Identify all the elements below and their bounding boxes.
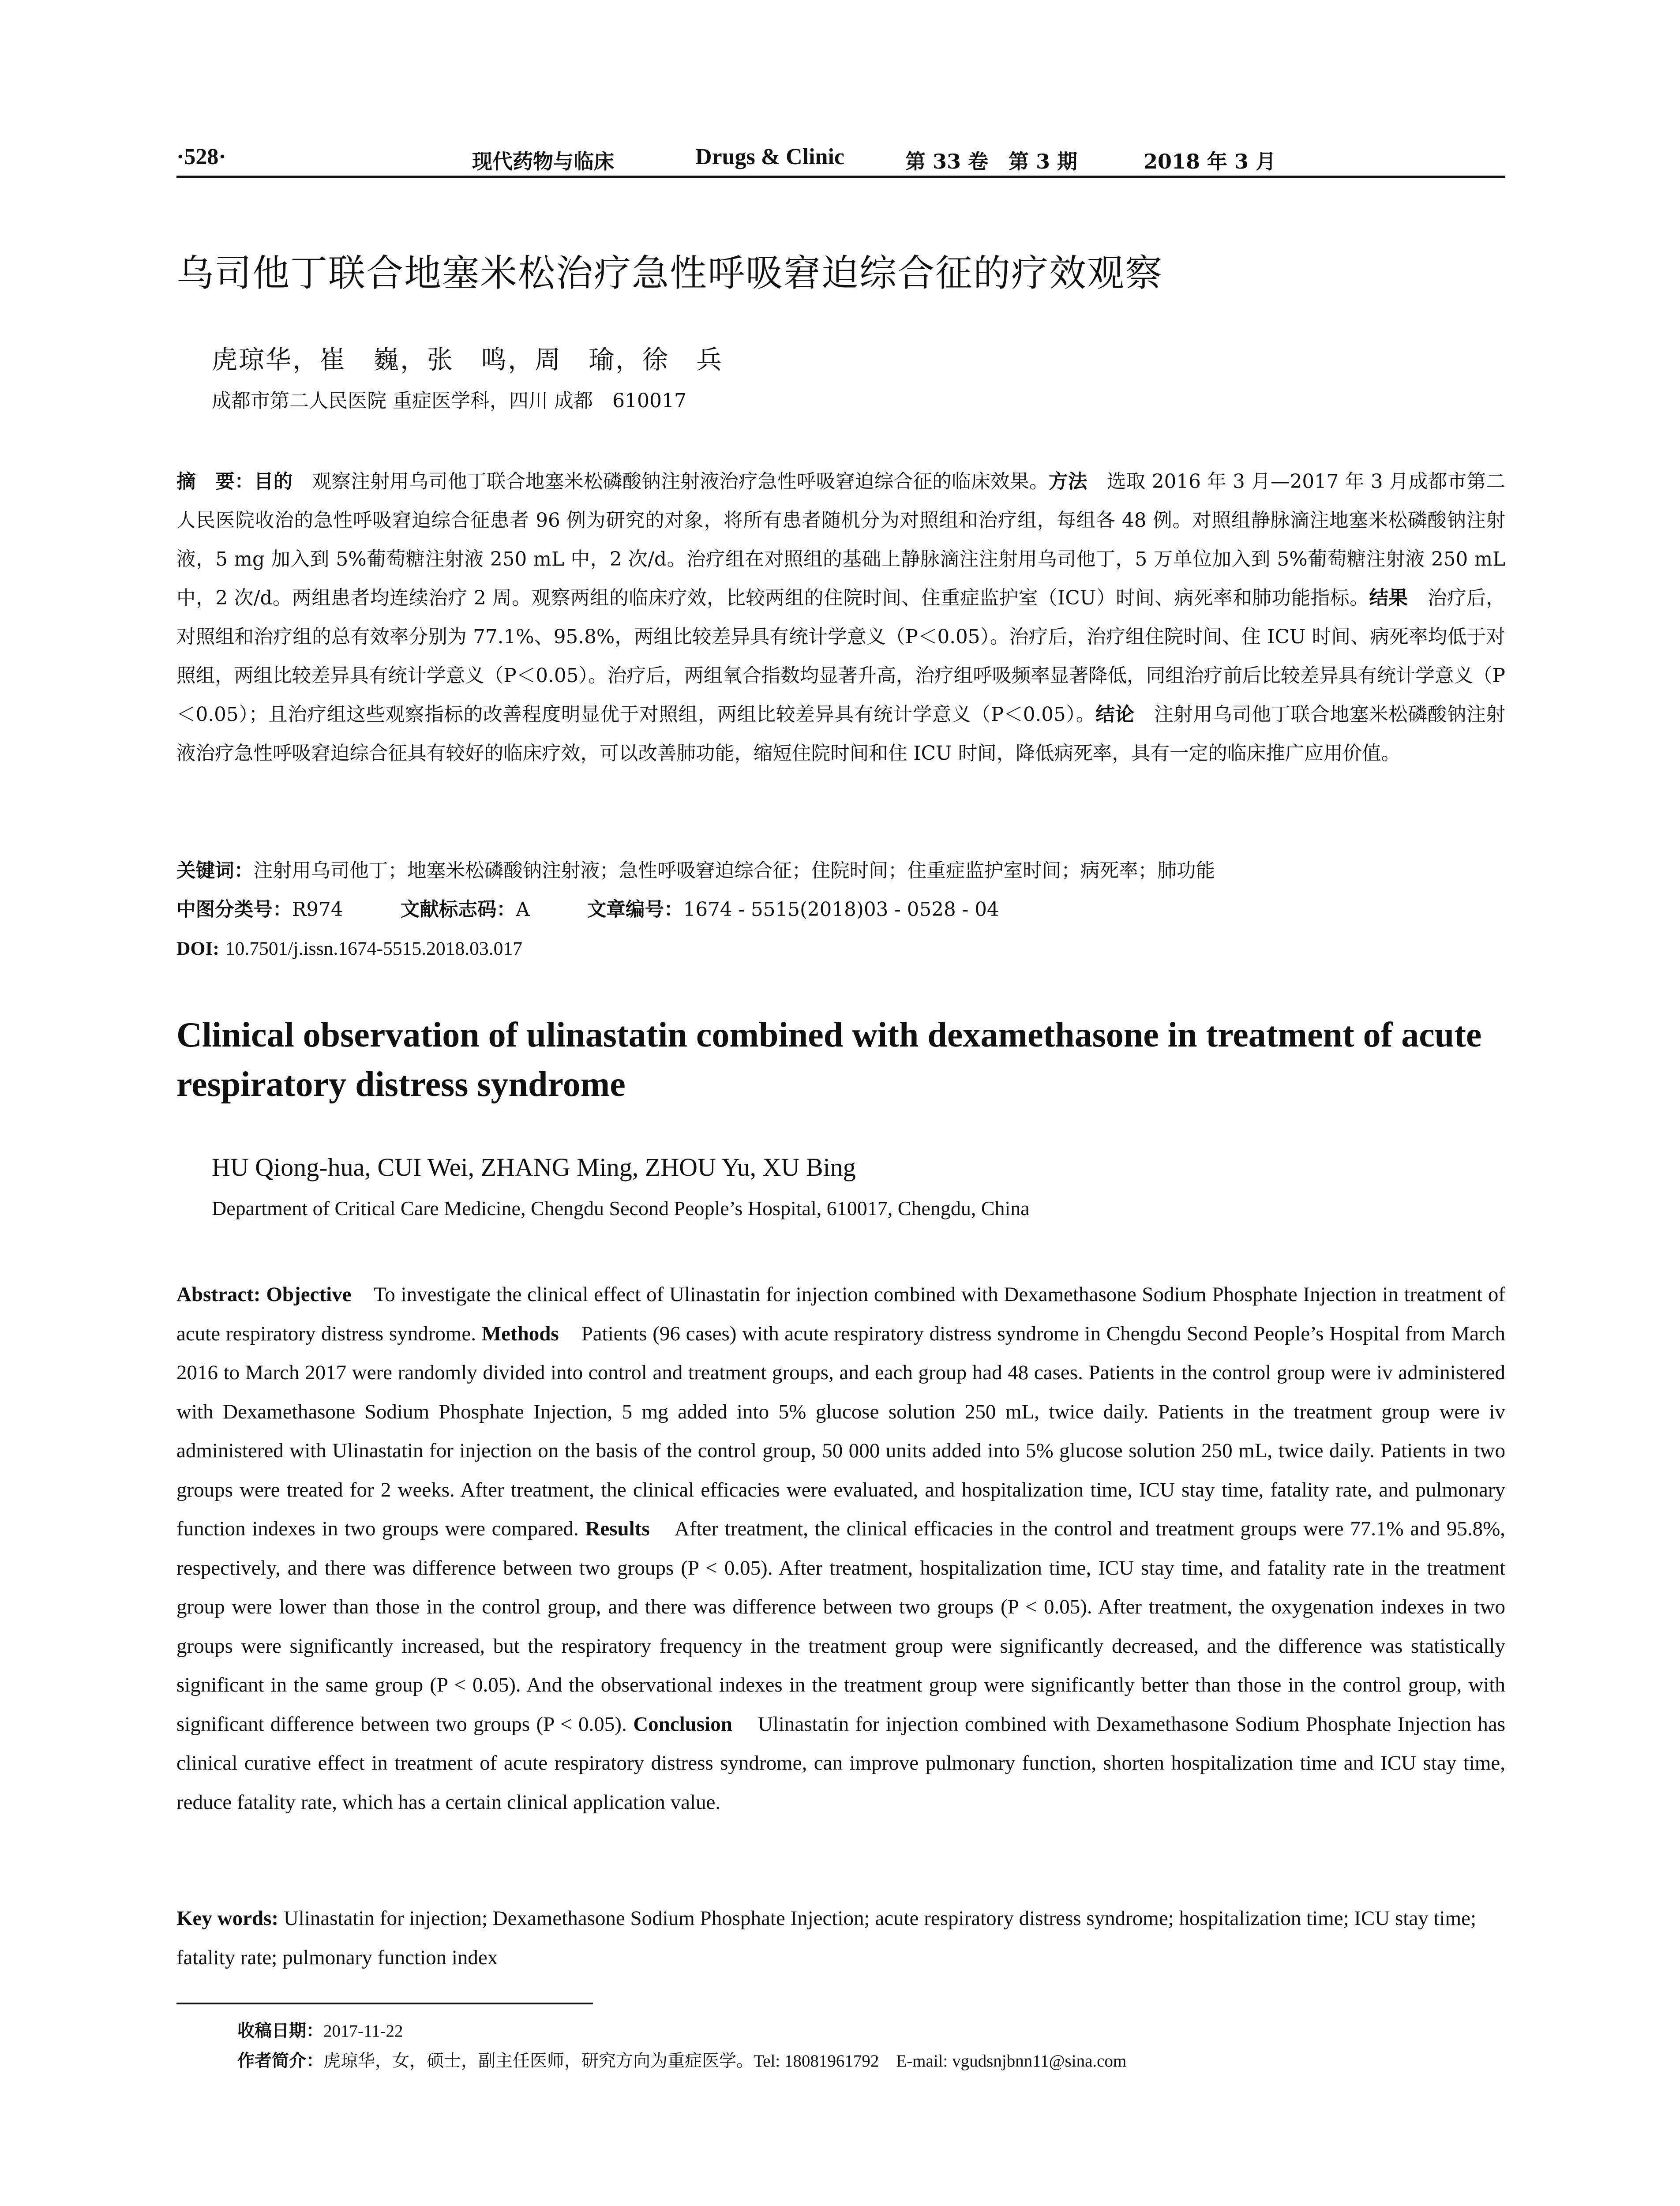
article-meta-cn — [176, 852, 1505, 968]
objective-text-en: To investigate the clinical effect of Ulinastatin for injection combined with Dexamethasone Sodium Phosphate Injection in treatment of acute respiratory distress syndrome. — [176, 1283, 1505, 1345]
author-bio-line — [237, 2046, 1126, 2076]
results-label-en: Results — [585, 1517, 650, 1540]
results-text-en: After treatment, the clinical efficacies in the control and treatment groups were 77.1% and 95.8%, respectively, and there was difference between two groups (P < 0.05). After treatment, hospitalization time, ICU stay time, and fatality rate in the treatment group were lower than those in the control group, and there was difference between two groups (P < 0.05). After treatment, the oxygenation indexes in two groups were significantly increased, but the respiratory frequency in the treatment group were significantly decreased, and the difference was statistically significant in the same group (P < 0.05). And the observational indexes in the treatment group were significantly better than those in the control group, with significant difference between two groups (P < 0.05). — [176, 1517, 1505, 1736]
conclusion-label-en: Conclusion — [633, 1712, 732, 1736]
journal-name-en: Drugs & Clinic — [695, 144, 844, 169]
results-label-cn: 结果 — [1369, 587, 1408, 609]
doc-code-value: A — [516, 899, 530, 921]
keywords-line-cn — [176, 852, 1505, 890]
results-text-cn: 治疗后，对照组和治疗组的总有效率分别为 77.1%、95.8%，两组比较差异具有统计学意义（P＜0.05）。治疗后，治疗组住院时间、住 ICU 时间、病死率均低于对照组，两组比较差异具有统计学意义（P＜0.05）。治疗后，两组氧合指数均显著升高，治疗组呼吸频率显著降低，同组治疗前后比较差异具有统计学意义（P＜0.05）；且治疗组这些观察指标的改善程度明显优于对照组，两组比较差异具有统计学意义（P＜0.05）。 — [176, 587, 1506, 726]
methods-label-en: Methods — [481, 1322, 559, 1345]
doc-code-label: 文献标志码： — [400, 899, 516, 921]
author-contact: Tel: 18081961792 E-mail: vgudsnjbnn11@sina.com — [754, 2052, 1127, 2071]
page-number: ·528· — [176, 144, 226, 169]
objective-text-cn: 观察注射用乌司他丁联合地塞米松磷酸钠注射液治疗急性呼吸窘迫综合征的临床效果。 — [312, 471, 1049, 493]
article-no-label: 文章编号： — [587, 899, 683, 921]
running-header — [176, 140, 1505, 178]
conclusion-label-cn: 结论 — [1095, 704, 1135, 726]
keywords-label-en: Key words: — [176, 1907, 279, 1930]
doi-line — [176, 929, 1505, 968]
footnotes — [237, 2016, 1126, 2076]
article-no-value: 1674 - 5515(2018)03 - 0528 - 04 — [683, 899, 999, 921]
journal-name-cn: 现代药物与临床 — [472, 150, 614, 173]
keywords-en: Ulinastatin for injection; Dexamethasone Sodium Phosphate Injection; acute respiratory distress syndrome; hospitalization time; ICU stay time; fatality rate; pulmonary function index — [176, 1907, 1477, 1969]
received-date: 2017-11-22 — [323, 2022, 403, 2041]
affiliation-en: Department of Critical Care Medicine, Chengdu Second People’s Hospital, 610017, Chengdu, China — [212, 1197, 1030, 1219]
keywords-cn: 注射用乌司他丁；地塞米松磷酸钠注射液；急性呼吸窘迫综合征；住院时间；住重症监护室时间；病死率；肺功能 — [253, 860, 1215, 882]
article-title-cn: 乌司他丁联合地塞米松治疗急性呼吸窘迫综合征的疗效观察 — [176, 251, 1163, 295]
journal-date: 2018 年 3 月 — [1144, 150, 1276, 173]
methods-text-cn: 选取 2016 年 3 月—2017 年 3 月成都市第二人民医院收治的急性呼吸窘迫综合征患者 96 例为研究的对象，将所有患者随机分为对照组和治疗组，每组各 48 例。对照组静脉滴注地塞米松磷酸钠注射液，5 mg 加入到 5%葡萄糖注射液 250 mL 中，2 次/d。治疗组在对照组的基础上静脉滴注注射用乌司他丁，5 万单位加入到 5%葡萄糖注射液 250 mL 中，2 次/d。两组患者均连续治疗 2 周。观察两组的临床疗效，比较两组的住院时间、住重症监护室（ICU）时间、病死率和肺功能指标。 — [176, 471, 1506, 609]
journal-issue: 第 33 卷 第 3 期 — [905, 150, 1078, 173]
classification-line-cn — [176, 890, 1505, 929]
author-bio: 虎琼华，女，硕士，副主任医师，研究方向为重症医学。 — [323, 2051, 754, 2071]
objective-label-en: Objective — [266, 1283, 352, 1306]
keywords-label-cn: 关键词： — [176, 860, 254, 882]
affiliation-cn: 成都市第二人民医院 重症医学科，四川 成都 610017 — [212, 390, 686, 412]
article-title-en: Clinical observation of ulinastatin combined with dexamethasone in treatment of acute respiratory distress syndrome — [176, 1016, 1482, 1104]
doi-label: DOI: — [176, 938, 219, 959]
methods-text-en: Patients (96 cases) with acute respiratory distress syndrome in Chengdu Second People’s Hospital from March 2016 to March 2017 were randomly divided into control and treatment groups, and each group had 48 cases. Patients in the control group were iv administered with Dexamethasone Sodium Phosphate Injection, 5 mg added into 5% glucose solution 250 mL, twice daily. Patients in the treatment group were iv administered with Ulinastatin for injection on the basis of the control group, 50 000 units added into 5% glucose solution 250 mL, twice daily. Patients in two groups were treated for 2 weeks. After treatment, the clinical efficacies were evaluated, and hospitalization time, ICU stay time, fatality rate, and pulmonary function indexes in two groups were compared. — [176, 1322, 1506, 1540]
clc-value: R974 — [292, 899, 343, 921]
conclusion-text-en: Ulinastatin for injection combined with Dexamethasone Sodium Phosphate Injection has clinical curative effect in treatment of acute respiratory distress syndrome, can improve pulmonary function, shorten hospitalization time and ICU stay time, reduce fatality rate, which has a certain clinical application value. — [176, 1712, 1506, 1814]
received-date-line — [237, 2016, 1126, 2046]
methods-label-cn: 方法 — [1048, 471, 1088, 493]
footnote-divider — [176, 2003, 593, 2004]
objective-label-cn: 目的 — [254, 471, 293, 493]
abstract-en — [176, 1275, 1505, 1822]
authors-en: HU Qiong-hua, CUI Wei, ZHANG Ming, ZHOU Yu, XU Bing — [212, 1153, 856, 1182]
authors-cn: 虎琼华，崔 巍，张 鸣，周 瑜，徐 兵 — [212, 345, 724, 375]
abstract-label-cn: 摘 要： — [176, 471, 254, 493]
clc-label: 中图分类号： — [176, 899, 292, 921]
conclusion-text-cn: 注射用乌司他丁联合地塞米松磷酸钠注射液治疗急性呼吸窘迫综合征具有较好的临床疗效，可以改善肺功能，缩短住院时间和住 ICU 时间，降低病死率，具有一定的临床推广应用价值。 — [176, 704, 1506, 765]
doi-value: 10.7501/j.issn.1674-5515.2018.03.017 — [225, 938, 523, 959]
keywords-line-en — [176, 1899, 1505, 1977]
author-bio-label: 作者简介： — [237, 2051, 324, 2071]
abstract-cn — [176, 462, 1505, 773]
received-label: 收稿日期： — [237, 2021, 324, 2041]
abstract-label-en: Abstract: — [176, 1283, 261, 1306]
